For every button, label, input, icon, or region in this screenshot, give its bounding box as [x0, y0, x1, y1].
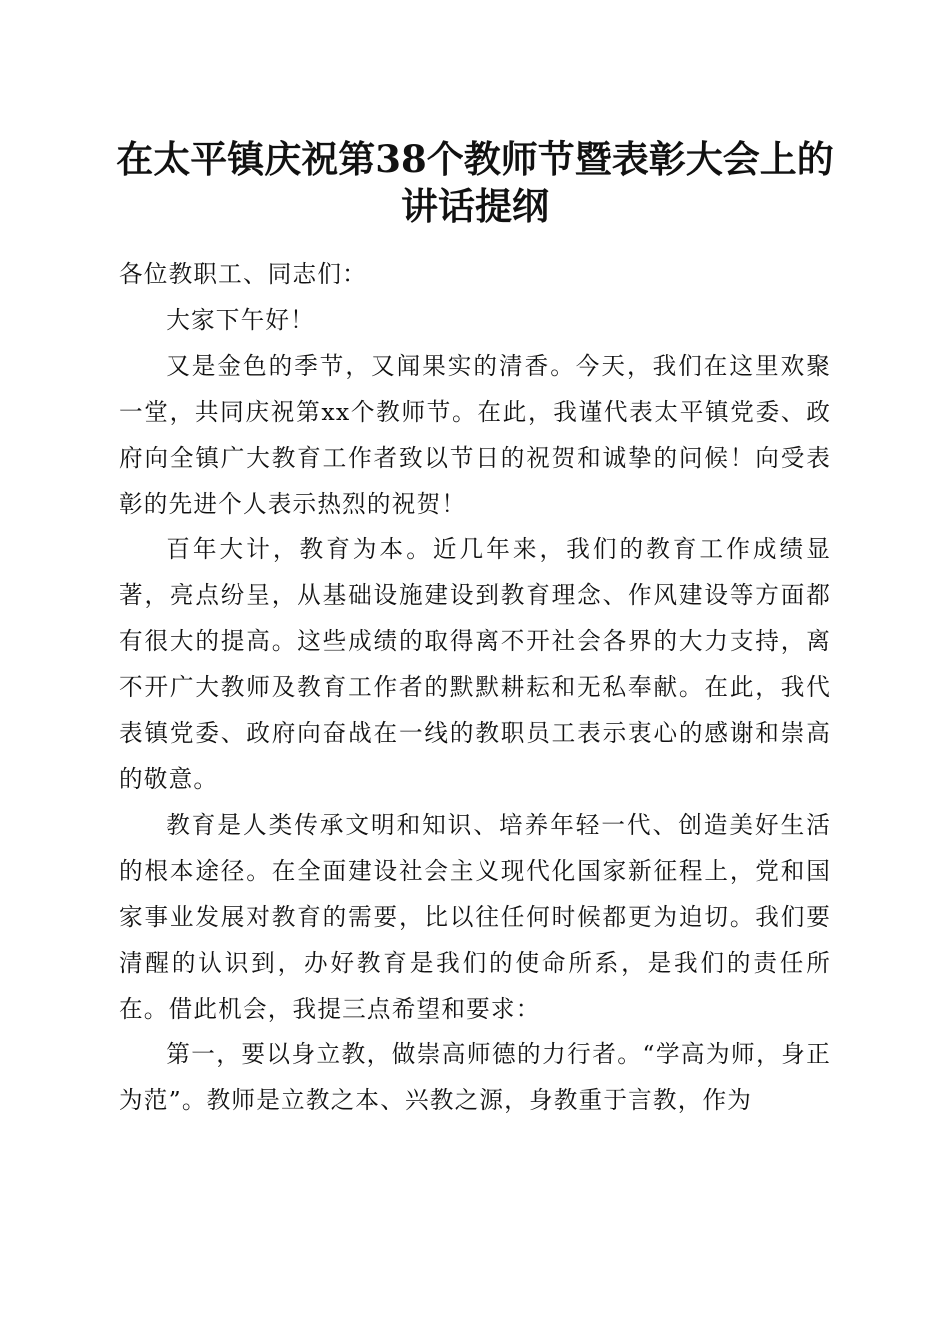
paragraph-achievements: 百年大计，教育为本。近几年来，我们的教育工作成绩显著，亮点纷呈，从基础设施建设到教育理念、作风建设等方面都有很大的提高。这些成绩的取得离不开社会各界的大力支持，离不开广大教师及教育工作者的默默耕耘和无私奉献。在此，我代表镇党委、政府向奋战在一线的教职员工表示衷心的感谢和崇高的敬意。 [119, 535, 831, 793]
paragraph-greeting: 大家下午好！ [166, 305, 315, 334]
paragraph-opening: 又是金色的季节，又闻果实的清香。今天，我们在这里欢聚一堂，共同庆祝第xx个教师节。在此，我谨代表太平镇党委、政府向全镇广大教育工作者致以节日的祝贺和诚挚的问候！向受表彰的先进个人表示热烈的祝贺！ [119, 351, 831, 518]
paragraph-first-requirement: 第一，要以身立教，做崇高师德的力行者。“学高为师，身正为范”。教师是立教之本、兴教之源，身教重于言教，作为 [119, 1040, 831, 1115]
document-body [119, 252, 831, 1124]
salutation: 各位教职工、同志们： [119, 260, 367, 288]
document-title-line-1: 在太平镇庆祝第38个教师节暨表彰大会上的 [116, 137, 834, 181]
document-title-line-2: 讲话提纲 [401, 184, 549, 228]
paragraph-education-importance: 教育是人类传承文明和知识、培养年轻一代、创造美好生活的根本途径。在全面建设社会主义现代化国家新征程上，党和国家事业发展对教育的需要，比以往任何时候都更为迫切。我们要清醒的认识到，办好教育是我们的使命所系，是我们的责任所在。借此机会，我提三点希望和要求： [119, 810, 831, 1023]
